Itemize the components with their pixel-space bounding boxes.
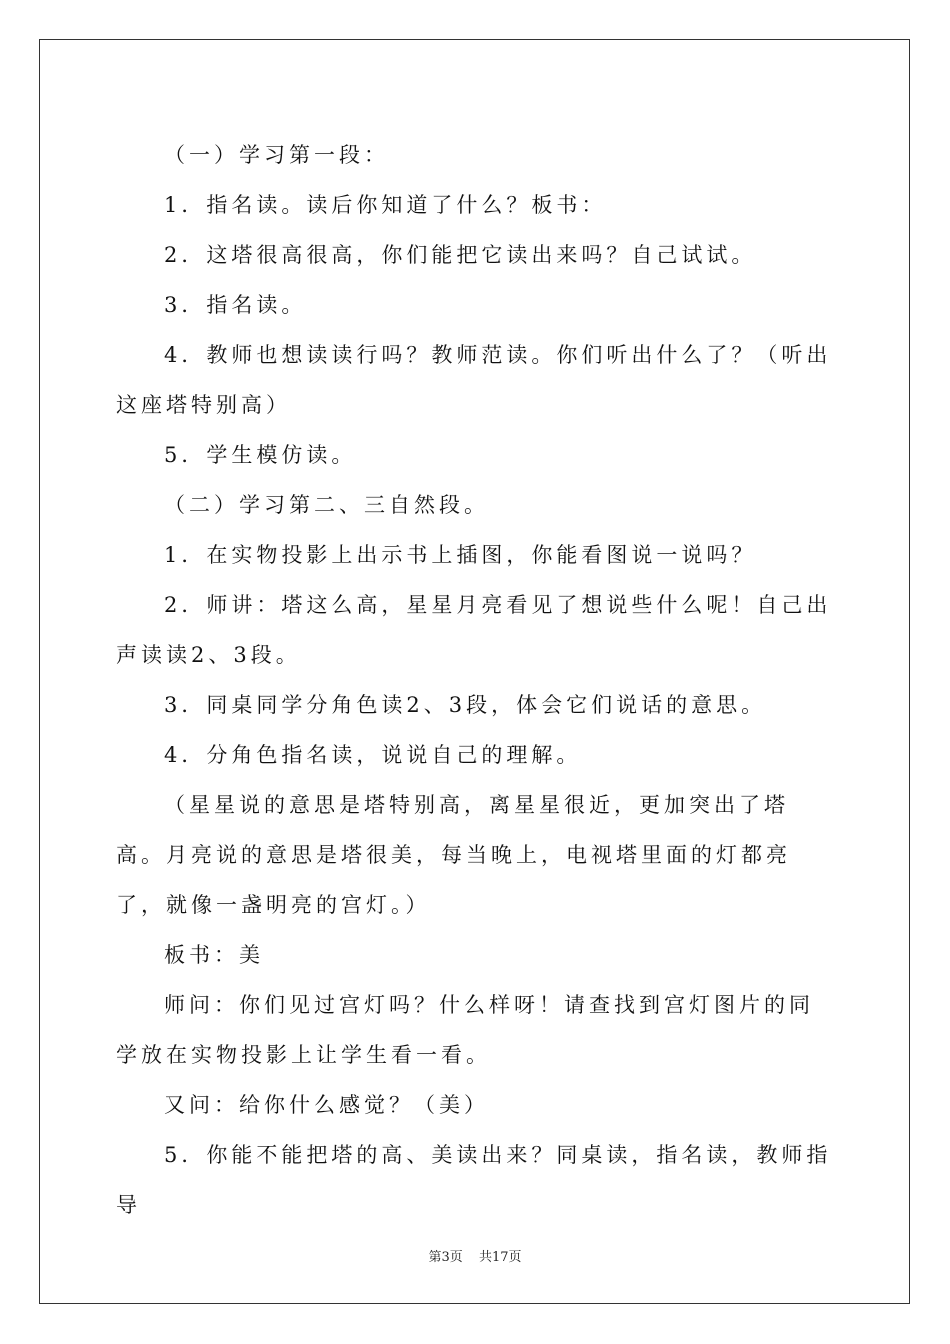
paragraph: 5．你能不能把塔的高、美读出来？同桌读，指名读，教师指导 (116, 1143, 832, 1217)
paragraph: （一）学习第一段： (164, 143, 389, 167)
paragraph: 1．在实物投影上出示书上插图，你能看图说一说吗？ (164, 543, 757, 567)
paragraph: 2．这塔很高很高，你们能把它读出来吗？自己试试。 (164, 243, 757, 267)
paragraph: （星星说的意思是塔特别高，离星星很近，更加突出了塔高。月亮说的意思是塔很美，每当晚上，电视塔里面的灯都亮了，就像一盏明亮的宫灯。） (116, 793, 791, 917)
paragraph: 4．教师也想读读行吗？教师范读。你们听出什么了？（听出这座塔特别高） (116, 343, 832, 417)
paragraph: 又问：给你什么感觉？（美） (164, 1093, 489, 1117)
paragraph: 3．同桌同学分角色读2、3段，体会它们说话的意思。 (164, 693, 767, 717)
page-footer (0, 1246, 950, 1265)
paragraph: 1．指名读。读后你知道了什么？板书： (164, 193, 607, 217)
document-body (116, 130, 834, 1230)
paragraph: 2．师讲：塔这么高，星星月亮看见了想说些什么呢！自己出声读读2、3段。 (116, 593, 832, 667)
page-total: 共17页 (478, 1250, 522, 1265)
page-number: 第3页 (428, 1250, 463, 1265)
paragraph: 师问：你们见过宫灯吗？什么样呀！请查找到宫灯图片的同学放在实物投影上让学生看一看。 (116, 993, 814, 1067)
paragraph: 4．分角色指名读，说说自己的理解。 (164, 743, 582, 767)
paragraph: （二）学习第二、三自然段。 (164, 493, 489, 517)
paragraph: 3．指名读。 (164, 293, 307, 317)
paragraph: 5．学生模仿读。 (164, 443, 357, 467)
paragraph: 板书：美 (164, 943, 264, 967)
